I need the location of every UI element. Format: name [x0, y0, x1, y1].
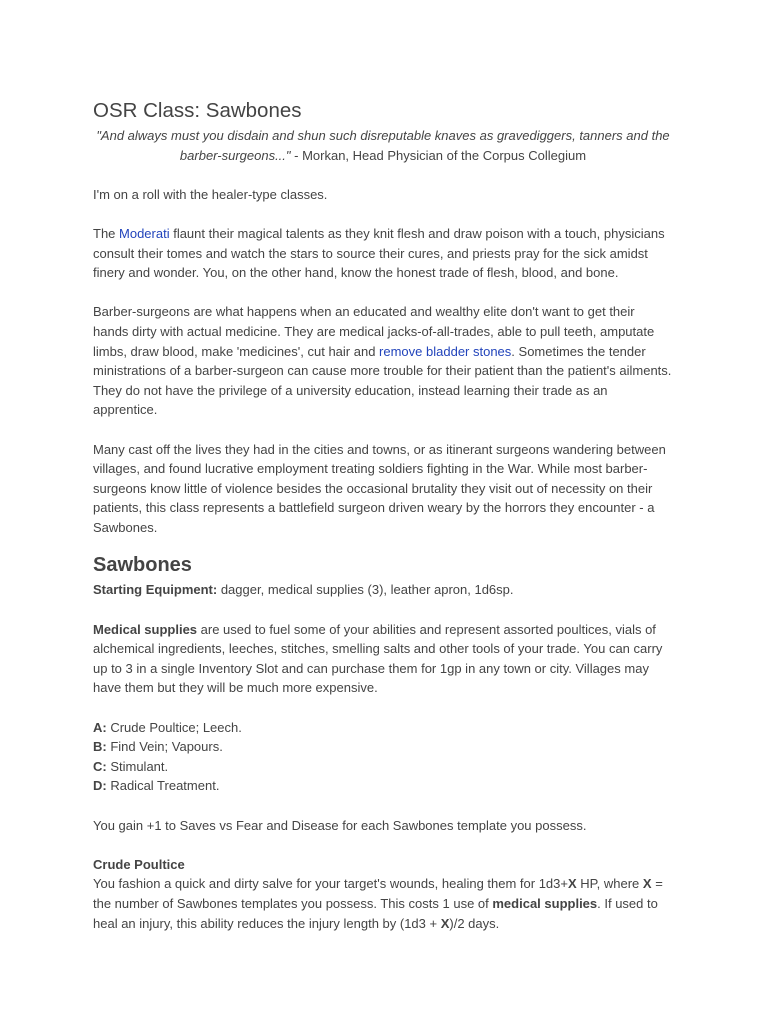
template-label: A:: [93, 719, 107, 735]
supplies-label: Medical supplies: [93, 621, 198, 637]
template-label: C:: [93, 758, 107, 774]
medical-supplies-paragraph: [93, 620, 673, 698]
p1-text-start: The: [93, 225, 120, 241]
saves-paragraph: You gain +1 to Saves vs Fear and Disease for each Sawbones template you possess.: [93, 817, 587, 833]
moderati-paragraph: [93, 224, 673, 283]
template-label: B:: [93, 739, 107, 755]
ability-description: [93, 874, 673, 933]
epigraph-attribution: - Morkan, Head Physician of the Corpus Collegium: [290, 147, 587, 163]
ability-heading: [93, 855, 673, 875]
ability-text: = the number of Sawbones templates you possess. This costs 1 use of: [93, 876, 663, 911]
equipment-text: dagger, medical supplies (3), leather apron, 1d6sp.: [217, 582, 514, 598]
ability-text: HP, where: [576, 876, 643, 892]
post-title: OSR Class: Sawbones: [93, 99, 302, 122]
starting-equipment: [93, 580, 673, 600]
war-paragraph: Many cast off the lives they had in the cities and towns, or as itinerant surgeons wandering between villages, and found lucrative employment treating soldiers fighting in the War. While most barber-surgeons know little of violence besides the occasional brutality they visit out of necessity on their patients, this class represents a battlefield surgeon driven weary by the horrors they encounter - a Sawbones.: [93, 441, 666, 535]
epigraph-quote: "And always must you disdain and shun such disreputable knaves as gravediggers, tanners and the barber-surgeons...": [96, 128, 670, 163]
template-text: Crude Poultice; Leech.: [106, 719, 242, 735]
template-text: Find Vein; Vapours.: [106, 739, 223, 755]
template-row: [93, 776, 673, 796]
equipment-label: Starting Equipment:: [93, 582, 218, 598]
template-row: [93, 757, 673, 777]
section-heading: Sawbones: [93, 554, 192, 577]
ability-name: Crude Poultice: [93, 856, 185, 872]
barber-surgeons-paragraph: [93, 302, 673, 420]
template-list: [93, 718, 673, 796]
template-row: [93, 737, 673, 757]
ability-variable: X: [567, 876, 577, 892]
ability-text: You fashion a quick and dirty salve for your target's wounds, healing them for 1d3+: [93, 876, 568, 892]
epigraph: [93, 126, 673, 165]
template-row: [93, 718, 673, 738]
bladder-stones-link[interactable]: remove bladder stones: [379, 343, 512, 359]
post-body: [93, 96, 673, 933]
template-text: Radical Treatment.: [106, 778, 220, 794]
ability-text: )/2 days.: [449, 915, 500, 931]
ability-variable: X: [642, 876, 652, 892]
p2-text-end: . Sometimes the tender ministrations of a barber-surgeon can cause more trouble for their patient than the patient's ailments. They do not have the privilege of a university education, instead learning their trade as an apprentice.: [93, 343, 672, 418]
supplies-text: are used to fuel some of your abilities and represent assorted poultices, vials of alchemical ingredients, leeches, stitches, smelling salts and other tools of your trade. You can carry up to 3 in a single Inventory Slot and can purchase them for 1gp in any town or city. Villages may have them but they will be much more expensive.: [93, 621, 663, 696]
intro-paragraph: I'm on a roll with the healer-type classes.: [93, 186, 328, 202]
template-text: Stimulant.: [106, 758, 169, 774]
ability-resource: medical supplies: [492, 895, 598, 911]
moderati-link[interactable]: Moderati: [119, 225, 170, 241]
ability-variable: X: [440, 915, 450, 931]
template-label: D:: [93, 778, 107, 794]
p2-text-start: Barber-surgeons are what happens when an educated and wealthy elite don't want to get their hands dirty with actual medicine. They are medical jacks-of-all-trades, able to pull teeth, amputate limbs, draw blood, make 'medicines', cut hair and: [93, 304, 655, 359]
p1-text-end: flaunt their magical talents as they knit flesh and draw poison with a touch, physicians consult their tomes and watch the stars to source their cures, and priests pray for the sick amidst finery and wonder. You, on the other hand, know the honest trade of flesh, blood, and bone.: [93, 225, 665, 281]
ability-text: . If used to heal an injury, this ability reduces the injury length by (1d3 +: [93, 895, 658, 931]
